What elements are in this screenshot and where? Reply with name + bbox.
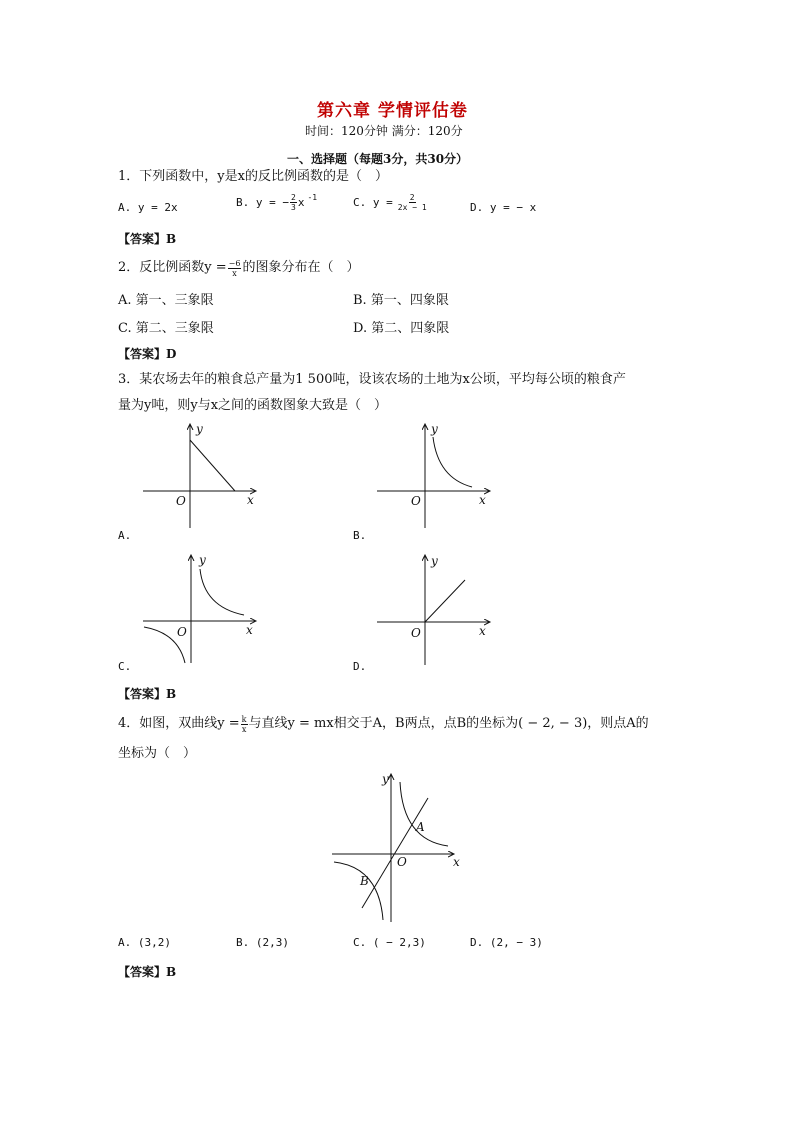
x-axis-label: x xyxy=(247,493,254,507)
q4-answer: 【答案】B xyxy=(118,965,177,979)
q1-b-num: 2 xyxy=(290,193,296,202)
q3-graph-c xyxy=(138,549,268,665)
q1-c-prefix: C. y = xyxy=(353,196,393,209)
q2-option-b: B. 第一、四象限 xyxy=(353,293,449,308)
q4-option-a: A. (3,2) xyxy=(118,936,171,949)
y-axis-label: y xyxy=(382,772,389,786)
question-3-line1: 3．某农场去年的粮食总产量为1 500吨，设该农场的土地为x公顷，平均每公顷的粮食产 xyxy=(118,372,626,387)
y-axis-label: y xyxy=(199,553,206,567)
q4-option-c: C. ( − 2,3) xyxy=(353,936,426,949)
decreasing-line xyxy=(190,440,235,491)
q1-option-d: D. y = − x xyxy=(470,201,537,214)
q2-option-a: A. 第一、三象限 xyxy=(118,293,214,308)
x-axis-label: x xyxy=(479,624,486,638)
y-axis-label: y xyxy=(196,422,203,436)
q1-answer: 【答案】B xyxy=(118,232,177,246)
q1-b-var: x xyxy=(297,196,305,209)
q1-b-fraction xyxy=(290,193,297,212)
q4-option-d: D. (2, − 3) xyxy=(470,936,543,949)
q3-graph-a xyxy=(138,418,268,530)
q4-num: k xyxy=(241,714,247,724)
question-4-line1 xyxy=(118,714,649,734)
hyperbola-branch-third-quadrant xyxy=(334,862,383,920)
y-axis-label: y xyxy=(431,554,438,568)
x-axis-label: x xyxy=(246,623,253,637)
q4-option-b: B. (2,3) xyxy=(236,936,289,949)
origin-label: O xyxy=(176,494,186,508)
exam-info: 时间：120分钟 满分：120分 xyxy=(305,124,463,138)
origin-label: O xyxy=(177,625,187,639)
x-axis-label: x xyxy=(453,855,460,869)
q2-den: x xyxy=(232,268,237,278)
q4-line1-pre: 4．如图，双曲线y = xyxy=(118,716,240,731)
q3-graph-b xyxy=(372,418,502,530)
point-a-label: A xyxy=(416,820,425,834)
q2-option-c: C. 第二、三象限 xyxy=(118,321,214,336)
q2-stem-pre: 2．反比例函数y = xyxy=(118,260,227,275)
point-b-label: B xyxy=(360,874,369,888)
q1-c-fraction xyxy=(397,193,428,212)
q4-figure xyxy=(328,768,468,924)
q1-c-den: 2x − 1 xyxy=(397,203,427,212)
q4-line1-post: 与直线y = mx相交于A，B两点，点B的坐标为( − 2, − 3)，则点A的 xyxy=(248,716,649,731)
hyperbola-branch-first-quadrant xyxy=(433,437,472,487)
hyperbola-branch-first-quadrant xyxy=(200,569,244,615)
q2-num: −6 xyxy=(228,258,241,268)
q3-label-a: A. xyxy=(118,529,132,542)
origin-label: O xyxy=(411,626,421,640)
q3-label-c: C. xyxy=(118,660,132,673)
q1-option-a: A. y = 2x xyxy=(118,201,178,214)
q4-den: x xyxy=(241,724,247,734)
page-title: 第六章 学情评估卷 xyxy=(317,101,468,121)
q1-b-exp: -1 xyxy=(307,193,318,202)
q3-label-d: D. xyxy=(353,660,367,673)
origin-label: O xyxy=(411,494,421,508)
q2-option-d: D. 第二、四象限 xyxy=(353,321,450,336)
q2-fraction xyxy=(228,259,242,278)
y-axis-label: y xyxy=(431,422,438,436)
q1-option-b xyxy=(236,193,317,212)
q1-b-den: 3 xyxy=(290,203,296,212)
q3-graph-d xyxy=(372,549,502,665)
question-3-line2: 量为y吨，则y与x之间的函数图象大致是（ ） xyxy=(118,398,388,413)
line-y-mx xyxy=(362,798,428,908)
hyperbola-branch-first-quadrant xyxy=(400,782,448,846)
question-2-stem xyxy=(118,258,359,278)
increasing-line xyxy=(425,580,465,622)
q3-answer: 【答案】B xyxy=(118,687,177,701)
question-4-line2: 坐标为（ ） xyxy=(118,746,197,761)
x-axis-label: x xyxy=(479,493,486,507)
q3-label-b: B. xyxy=(353,529,367,542)
q1-option-c xyxy=(353,193,429,212)
q2-answer: 【答案】D xyxy=(118,347,177,361)
section-heading: 一、选择题（每题3分，共30分） xyxy=(287,152,469,166)
origin-label: O xyxy=(397,855,407,869)
question-1-stem: 1．下列函数中，y是x的反比例函数的是（ ） xyxy=(118,169,388,184)
q1-b-prefix: B. y = − xyxy=(236,196,289,209)
q2-stem-post: 的图象分布在（ ） xyxy=(242,260,360,275)
q4-fraction xyxy=(241,715,248,734)
q1-c-num: 2 xyxy=(409,193,415,202)
